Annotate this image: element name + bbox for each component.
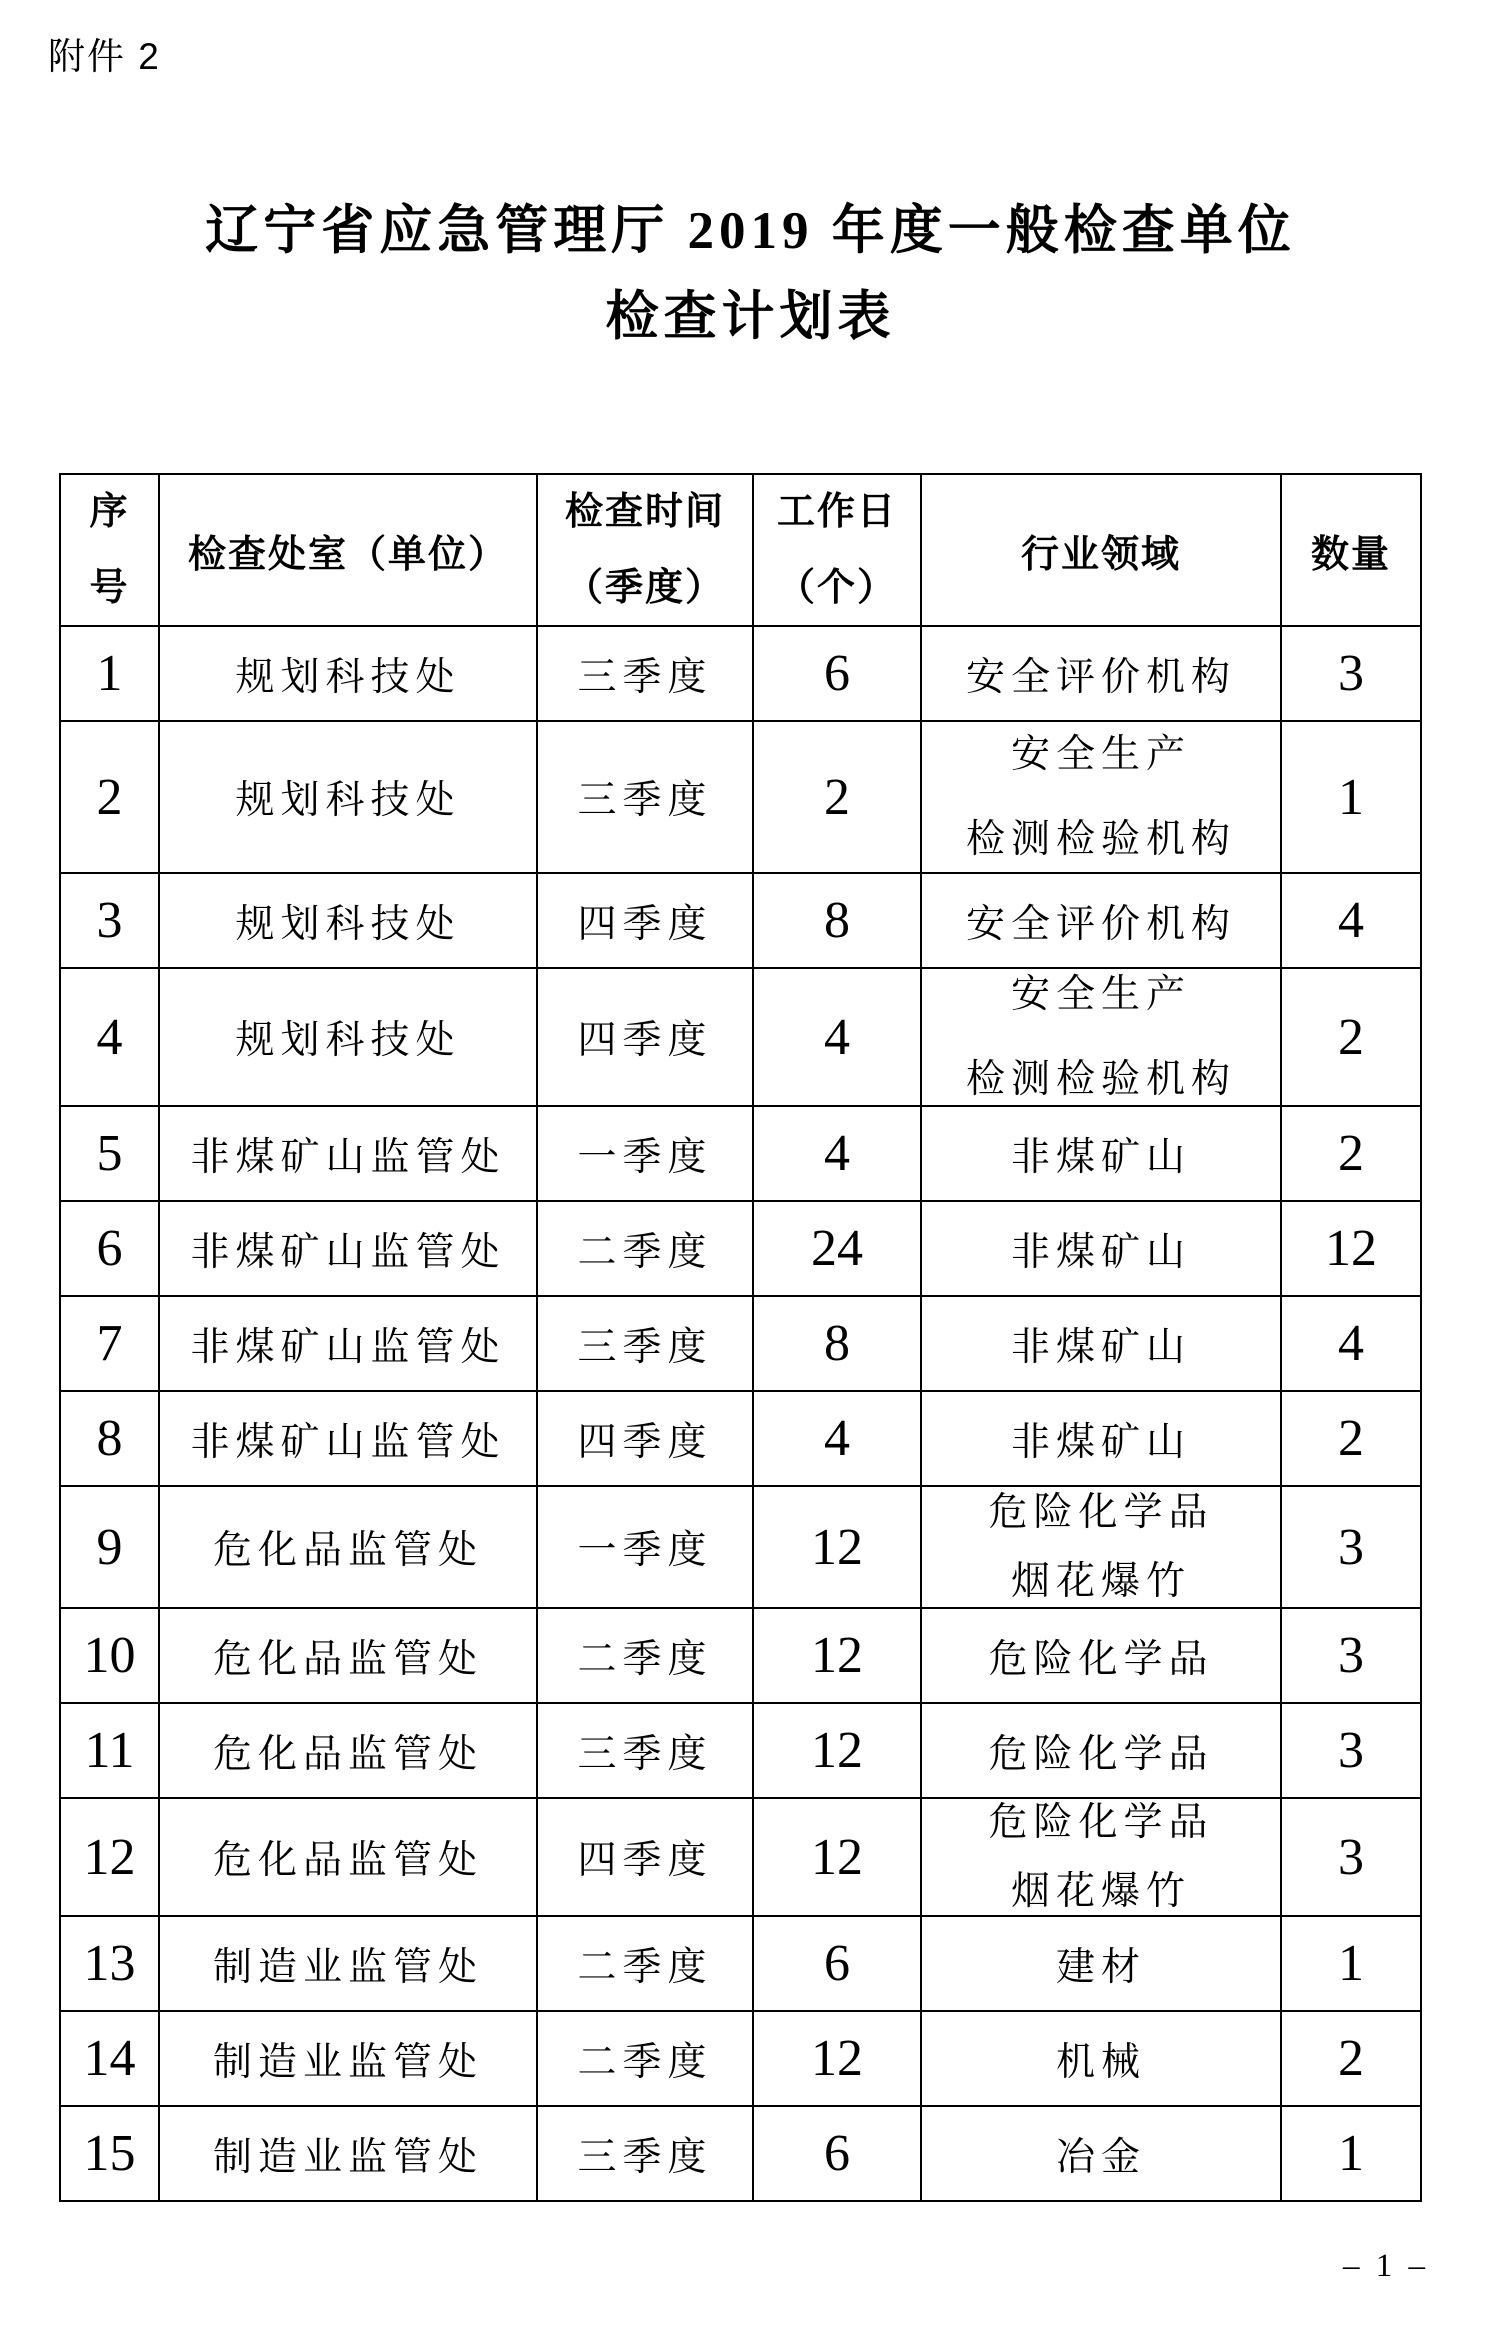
cell-industry: 非煤矿山 bbox=[921, 1201, 1281, 1296]
header-workdays: 工作日 （个） bbox=[753, 474, 921, 626]
page-number: – 1 – bbox=[1343, 2248, 1429, 2284]
table-row bbox=[60, 2011, 1421, 2106]
cell-index: 14 bbox=[60, 2011, 159, 2106]
header-quarter: 检查时间 （季度） bbox=[537, 474, 753, 626]
cell-index: 9 bbox=[60, 1486, 159, 1608]
cell-industry: 冶金 bbox=[921, 2106, 1281, 2201]
cell-quarter: 四季度 bbox=[537, 1798, 753, 1916]
table-row bbox=[60, 1916, 1421, 2011]
cell-index: 10 bbox=[60, 1608, 159, 1703]
cell-quarter: 三季度 bbox=[537, 626, 753, 721]
table-row bbox=[60, 968, 1421, 1106]
cell-department: 非煤矿山监管处 bbox=[159, 1201, 537, 1296]
cell-quantity: 2 bbox=[1281, 968, 1421, 1106]
cell-department: 制造业监管处 bbox=[159, 2011, 537, 2106]
cell-workdays: 6 bbox=[753, 2106, 921, 2201]
cell-quantity: 4 bbox=[1281, 873, 1421, 968]
cell-department: 危化品监管处 bbox=[159, 1703, 537, 1798]
cell-department: 危化品监管处 bbox=[159, 1798, 537, 1916]
title-line-2: 检查计划表 bbox=[605, 288, 896, 346]
cell-quarter: 三季度 bbox=[537, 2106, 753, 2201]
cell-workdays: 12 bbox=[753, 1703, 921, 1798]
cell-index: 11 bbox=[60, 1703, 159, 1798]
cell-industry: 安全生产 检测检验机构 bbox=[921, 721, 1281, 873]
cell-quantity: 3 bbox=[1281, 1608, 1421, 1703]
cell-quarter: 二季度 bbox=[537, 1916, 753, 2011]
cell-industry: 非煤矿山 bbox=[921, 1391, 1281, 1486]
cell-quantity: 1 bbox=[1281, 721, 1421, 873]
table-row bbox=[60, 1296, 1421, 1391]
cell-index: 2 bbox=[60, 721, 159, 873]
cell-quantity: 2 bbox=[1281, 2011, 1421, 2106]
cell-quarter: 一季度 bbox=[537, 1486, 753, 1608]
cell-industry: 危险化学品 烟花爆竹 bbox=[921, 1486, 1281, 1608]
cell-workdays: 12 bbox=[753, 2011, 921, 2106]
cell-industry: 建材 bbox=[921, 1916, 1281, 2011]
cell-quantity: 1 bbox=[1281, 2106, 1421, 2201]
cell-workdays: 12 bbox=[753, 1486, 921, 1608]
cell-department: 危化品监管处 bbox=[159, 1608, 537, 1703]
table-header-row bbox=[60, 474, 1421, 626]
cell-quarter: 二季度 bbox=[537, 1608, 753, 1703]
cell-index: 13 bbox=[60, 1916, 159, 2011]
cell-department: 非煤矿山监管处 bbox=[159, 1391, 537, 1486]
table-row bbox=[60, 873, 1421, 968]
cell-workdays: 4 bbox=[753, 968, 921, 1106]
cell-quarter: 三季度 bbox=[537, 721, 753, 873]
cell-quantity: 1 bbox=[1281, 1916, 1421, 2011]
inspection-plan-table bbox=[59, 473, 1422, 2202]
cell-workdays: 8 bbox=[753, 1296, 921, 1391]
table-row bbox=[60, 2106, 1421, 2201]
cell-workdays: 12 bbox=[753, 1798, 921, 1916]
cell-department: 制造业监管处 bbox=[159, 2106, 537, 2201]
cell-quantity: 2 bbox=[1281, 1391, 1421, 1486]
cell-quarter: 一季度 bbox=[537, 1106, 753, 1201]
cell-department: 制造业监管处 bbox=[159, 1916, 537, 2011]
cell-workdays: 4 bbox=[753, 1391, 921, 1486]
cell-index: 7 bbox=[60, 1296, 159, 1391]
table-row bbox=[60, 1391, 1421, 1486]
cell-industry: 危险化学品 bbox=[921, 1608, 1281, 1703]
table-row bbox=[60, 1486, 1421, 1608]
cell-quarter: 二季度 bbox=[537, 2011, 753, 2106]
cell-industry: 安全评价机构 bbox=[921, 626, 1281, 721]
cell-workdays: 12 bbox=[753, 1608, 921, 1703]
cell-quarter: 四季度 bbox=[537, 1391, 753, 1486]
cell-index: 5 bbox=[60, 1106, 159, 1201]
cell-quantity: 3 bbox=[1281, 1703, 1421, 1798]
header-industry: 行业领域 bbox=[921, 474, 1281, 626]
cell-index: 1 bbox=[60, 626, 159, 721]
cell-quantity: 12 bbox=[1281, 1201, 1421, 1296]
cell-industry: 安全评价机构 bbox=[921, 873, 1281, 968]
cell-quantity: 4 bbox=[1281, 1296, 1421, 1391]
cell-department: 非煤矿山监管处 bbox=[159, 1296, 537, 1391]
table-row bbox=[60, 626, 1421, 721]
cell-workdays: 8 bbox=[753, 873, 921, 968]
document-title bbox=[0, 188, 1501, 360]
cell-quarter: 二季度 bbox=[537, 1201, 753, 1296]
cell-workdays: 6 bbox=[753, 1916, 921, 2011]
cell-index: 12 bbox=[60, 1798, 159, 1916]
cell-quantity: 2 bbox=[1281, 1106, 1421, 1201]
cell-department: 非煤矿山监管处 bbox=[159, 1106, 537, 1201]
table-row bbox=[60, 1608, 1421, 1703]
cell-industry: 危险化学品 bbox=[921, 1703, 1281, 1798]
cell-index: 8 bbox=[60, 1391, 159, 1486]
cell-industry: 危险化学品 烟花爆竹 bbox=[921, 1798, 1281, 1916]
cell-industry: 机械 bbox=[921, 2011, 1281, 2106]
cell-department: 规划科技处 bbox=[159, 968, 537, 1106]
cell-workdays: 2 bbox=[753, 721, 921, 873]
title-line-1: 辽宁省应急管理厅 2019 年度一般检查单位 bbox=[205, 202, 1296, 260]
cell-quarter: 四季度 bbox=[537, 873, 753, 968]
cell-quarter: 四季度 bbox=[537, 968, 753, 1106]
cell-industry: 安全生产 检测检验机构 bbox=[921, 968, 1281, 1106]
cell-index: 6 bbox=[60, 1201, 159, 1296]
header-department: 检查处室（单位） bbox=[159, 474, 537, 626]
table-row bbox=[60, 1106, 1421, 1201]
table-row bbox=[60, 1703, 1421, 1798]
cell-quantity: 3 bbox=[1281, 1486, 1421, 1608]
cell-department: 危化品监管处 bbox=[159, 1486, 537, 1608]
cell-industry: 非煤矿山 bbox=[921, 1296, 1281, 1391]
cell-department: 规划科技处 bbox=[159, 626, 537, 721]
cell-index: 15 bbox=[60, 2106, 159, 2201]
cell-department: 规划科技处 bbox=[159, 721, 537, 873]
table-row bbox=[60, 1201, 1421, 1296]
cell-index: 4 bbox=[60, 968, 159, 1106]
cell-quantity: 3 bbox=[1281, 626, 1421, 721]
cell-industry: 非煤矿山 bbox=[921, 1106, 1281, 1201]
attachment-label: 附件 2 bbox=[48, 36, 161, 77]
cell-quarter: 三季度 bbox=[537, 1703, 753, 1798]
cell-quantity: 3 bbox=[1281, 1798, 1421, 1916]
cell-workdays: 4 bbox=[753, 1106, 921, 1201]
table-row bbox=[60, 721, 1421, 873]
cell-workdays: 6 bbox=[753, 626, 921, 721]
cell-workdays: 24 bbox=[753, 1201, 921, 1296]
cell-quarter: 三季度 bbox=[537, 1296, 753, 1391]
header-index: 序 号 bbox=[60, 474, 159, 626]
table-row bbox=[60, 1798, 1421, 1916]
cell-index: 3 bbox=[60, 873, 159, 968]
cell-department: 规划科技处 bbox=[159, 873, 537, 968]
header-quantity: 数量 bbox=[1281, 474, 1421, 626]
